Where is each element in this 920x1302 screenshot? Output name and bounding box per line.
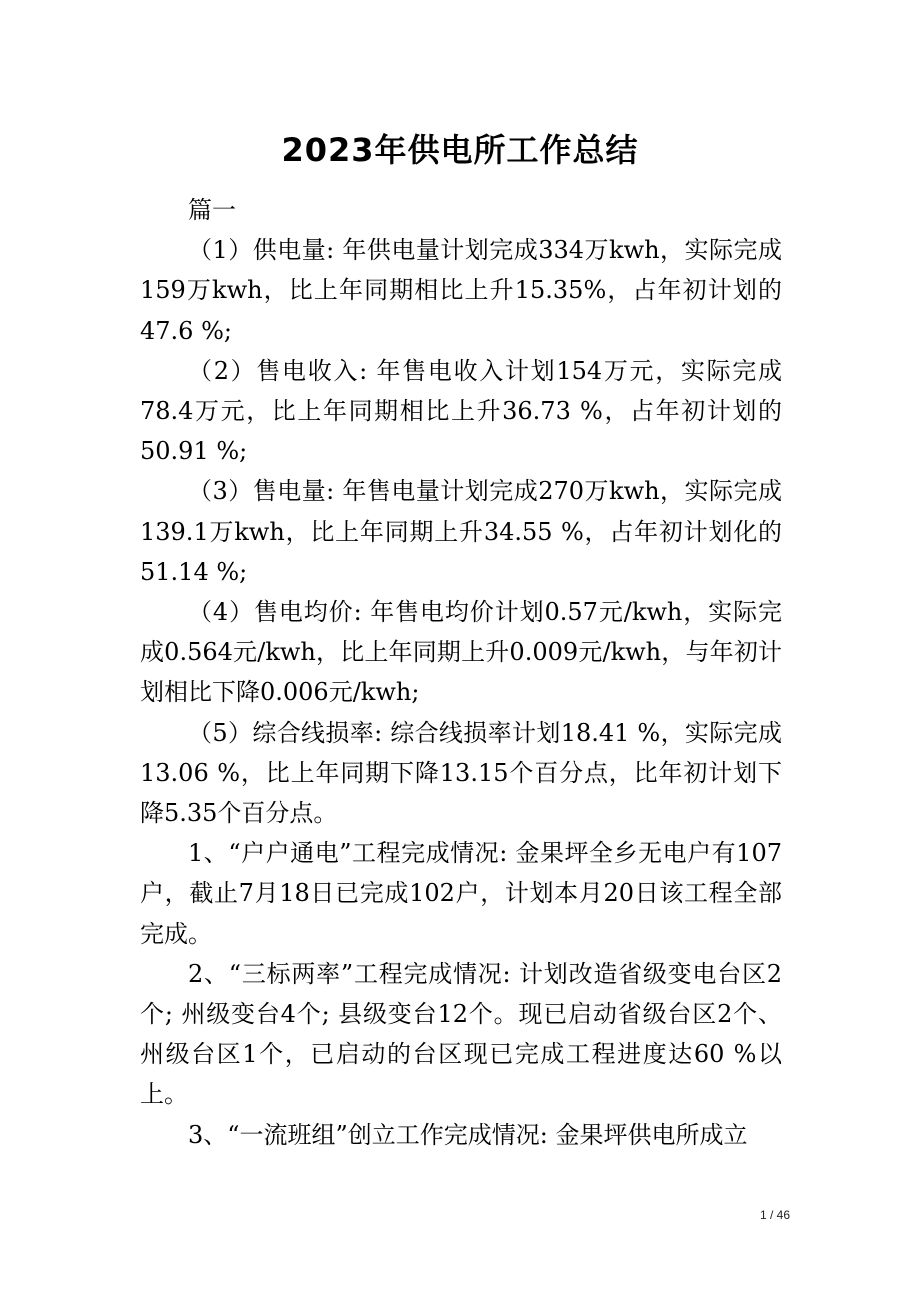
paragraph-line-loss-rate: （5）综合线损率: 综合线损率计划18.41 %，实际完成13.06 %，比上年同期下降13.15个百分点，比年初计划下降5.35个百分点。: [140, 718, 782, 828]
paragraph-three-standards: 2、“三标两率”工程完成情况: 计划改造省级变电台区2个; 州级变台4个; 县级变台12个。现已启动省级台区2个、州级台区1个，已启动的台区现已完成工程进度达60 %以上。: [140, 959, 782, 1109]
paragraph-electricity-sales: （3）售电量: 年售电量计划完成270万kwh，实际完成139.1万kwh，比上年同期上升34.55 %，占年初计划化的51.14 %;: [140, 477, 782, 586]
document-title: 2023年供电所工作总结: [281, 131, 639, 169]
page-number: 1 / 46: [759, 1208, 790, 1222]
paragraph-sales-revenue: （2）售电收入: 年售电收入计划154万元，实际完成78.4万元，比上年同期相比上升36.73 %，占年初计划的50.91 %;: [140, 356, 782, 466]
paragraph-household-electricity: 1、“户户通电”工程完成情况: 金果坪全乡无电户有107户，截止7月18日已完成102户，计划本月20日该工程全部完成。: [140, 839, 782, 948]
paragraph-first-class-team: 3、“一流班组”创立工作完成情况: 金果坪供电所成立: [188, 1120, 748, 1149]
paragraph-power-supply: （1）供电量: 年供电量计划完成334万kwh，实际完成159万kwh，比上年同期相比上升15.35%，占年初计划的47.6 %;: [140, 236, 782, 345]
document-body: [140, 190, 782, 1155]
paragraph-section-label: 篇一: [188, 196, 236, 224]
paragraph-average-price: （4）售电均价: 年售电均价计划0.57元/kwh，实际完成0.564元/kwh，比上年同期上升0.009元/kwh，与年初计划相比下降0.006元/kwh;: [140, 598, 782, 707]
